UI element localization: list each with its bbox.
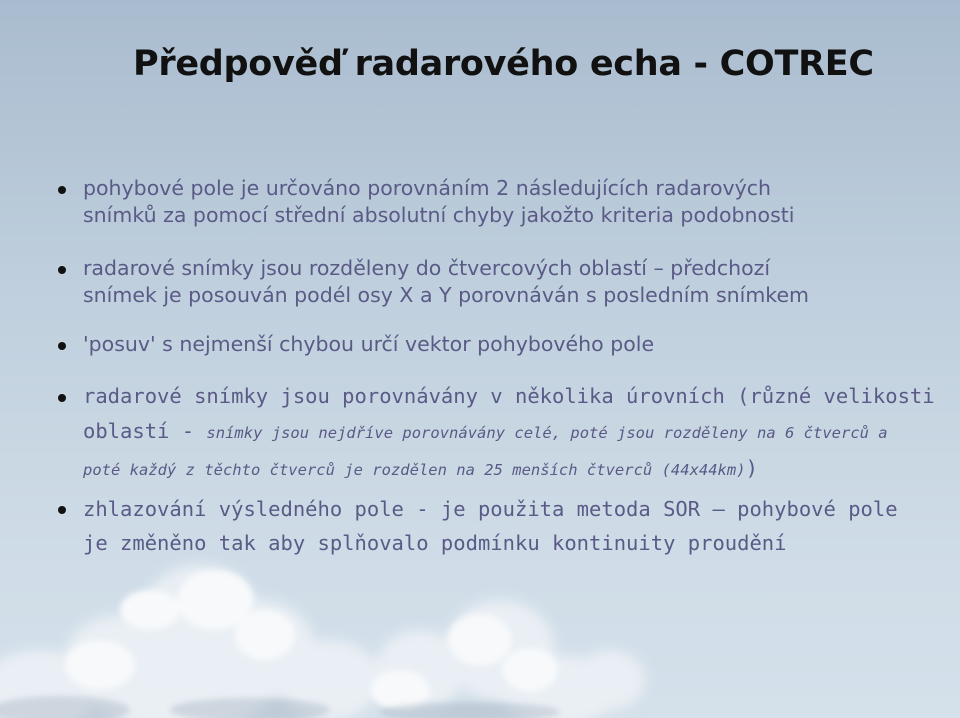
bullet-dot-icon: [58, 266, 66, 274]
bullet-dot-icon: [58, 342, 66, 350]
bullet-text-line: zhlazování výsledného pole - je použita metoda SOR – pohybové pole: [83, 497, 898, 521]
bullet-text-line: 'posuv' s nejmenší chybou určí vektor pohybového pole: [83, 332, 655, 356]
bullet-item: [56, 331, 654, 358]
bullet-text-line: [83, 414, 935, 451]
bullet-text-line: [83, 451, 935, 488]
bullet-item: [56, 379, 935, 488]
bullet-text-line: radarové snímky jsou rozděleny do čtvercových oblastí – předchozí: [83, 256, 771, 280]
cloud-background: [0, 540, 960, 718]
bullet-text-main: oblastí -: [83, 419, 207, 443]
bullet-dot-icon: [58, 394, 66, 402]
bullet-text-line: snímek je posouván podél osy X a Y porovnáván s posledním snímkem: [83, 283, 810, 307]
bullet-text-detail: poté každý z těchto čtverců je rozdělen na 25 menších čtverců (44x44km): [83, 461, 746, 479]
bullet-text-detail: snímky jsou nejdříve porovnávány celé, poté jsou rozděleny na 6 čtverců a: [206, 424, 888, 442]
bullet-item: [56, 175, 795, 229]
bullet-text-main: ): [745, 456, 758, 480]
bullet-item: [56, 492, 898, 560]
bullet-text-line: je změněno tak aby splňovalo podmínku kontinuity proudění: [83, 531, 787, 555]
slide-title: Předpověď radarového echa - COTREC: [133, 44, 874, 84]
bullet-text-line: radarové snímky jsou porovnávány v několika úrovních (různé velikosti: [83, 384, 935, 408]
bullet-item: [56, 255, 809, 309]
bullet-dot-icon: [58, 186, 66, 194]
bullet-text-line: snímků za pomocí střední absolutní chyby jakožto kriteria podobnosti: [83, 203, 795, 227]
bullet-text-line: pohybové pole je určováno porovnáním 2 následujících radarových: [83, 176, 772, 200]
bullet-dot-icon: [58, 506, 66, 514]
